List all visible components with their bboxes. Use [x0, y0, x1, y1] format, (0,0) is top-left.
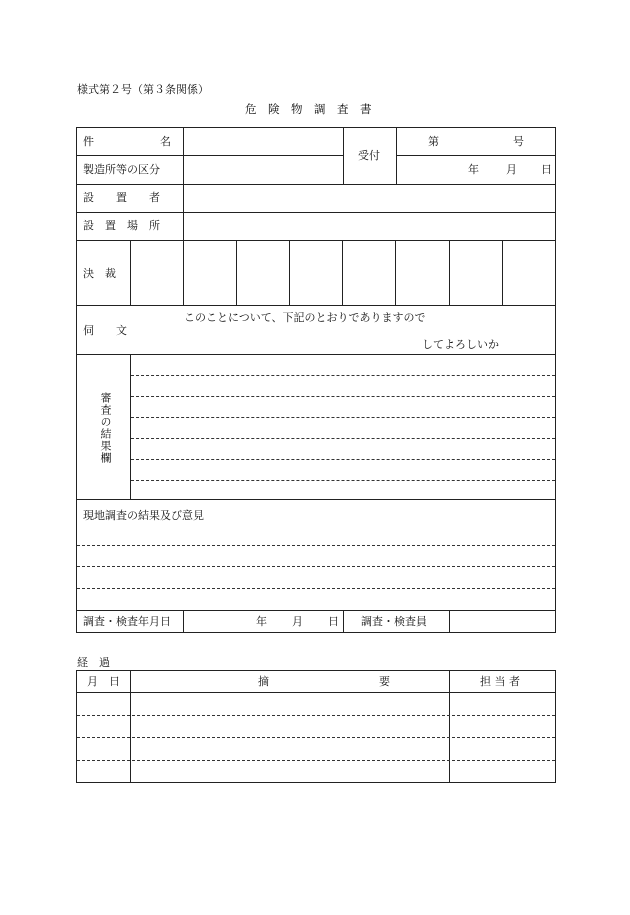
onsite-label: 現地調査の結果及び意見: [83, 509, 204, 522]
survey-year: 年: [256, 615, 267, 628]
survey-day: 日: [328, 615, 339, 628]
inspector-label: 調査・検査員: [361, 615, 427, 628]
review-label: 審査の結果欄: [99, 392, 112, 464]
installer-field[interactable]: [184, 185, 555, 212]
facility-class-field[interactable]: [184, 156, 343, 184]
installer-label: 設 置 者: [83, 191, 160, 204]
receipt-dai: 第: [428, 135, 439, 148]
receipt-year: 年: [468, 163, 479, 176]
location-label: 設 置 場 所: [83, 219, 160, 232]
progress-col-summary: 摘 要: [258, 675, 390, 688]
receipt-go: 号: [513, 135, 524, 148]
inquiry-label: 伺 文: [83, 324, 127, 337]
survey-date-label: 調査・検査年月日: [83, 615, 171, 628]
approval-label: 決 裁: [83, 267, 116, 280]
facility-class-label: 製造所等の区分: [83, 163, 160, 176]
review-area[interactable]: [131, 355, 555, 499]
location-field[interactable]: [184, 213, 555, 240]
case-name-field[interactable]: [184, 128, 343, 155]
inspector-field[interactable]: [450, 611, 555, 632]
progress-col-date: 月 日: [87, 675, 120, 688]
receipt-label: 受付: [358, 149, 380, 162]
receipt-month: 月: [506, 163, 517, 176]
document-title: 危 険 物 調 査 書: [245, 102, 372, 116]
inquiry-line2: してよろしいか: [422, 338, 499, 351]
form-number: 様式第２号（第３条関係）: [77, 83, 209, 96]
receipt-day: 日: [541, 163, 552, 176]
inquiry-line1: このことについて、下記のとおりでありますので: [184, 311, 426, 324]
case-name-label: 件 名: [83, 135, 171, 148]
onsite-area[interactable]: [77, 525, 555, 610]
progress-title: 経 過: [77, 656, 110, 669]
progress-col-person: 担 当 者: [480, 675, 520, 688]
survey-month: 月: [292, 615, 303, 628]
